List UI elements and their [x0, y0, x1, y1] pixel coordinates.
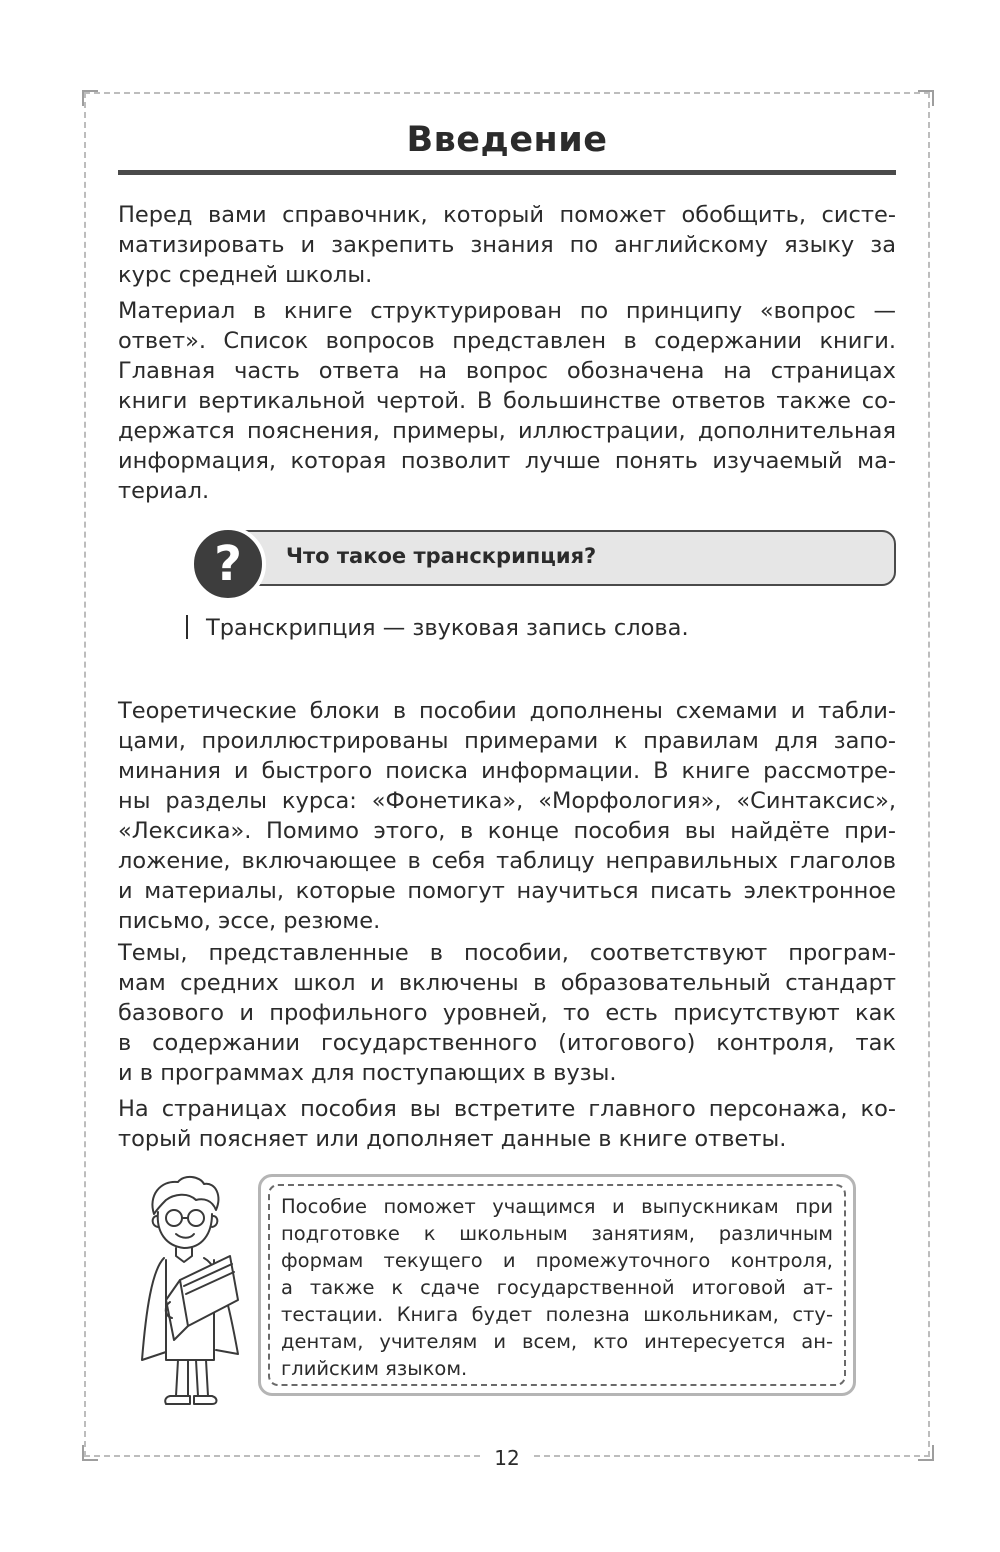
text-line: курс средней школы. [118, 262, 373, 288]
note-text [281, 1193, 833, 1382]
frame-corner [82, 90, 98, 106]
text-line: держатся пояснения, примеры, иллюстрации, дополнительная [118, 418, 896, 444]
text-line: минания и быстрого поиска информации. В книге рассмотре- [118, 758, 896, 784]
question-text: Что такое транскрипция? [286, 544, 597, 568]
answer-text: Транскрипция — звуковая запись слова. [206, 615, 689, 641]
text-line: матизировать и закрепить знания по английскому языку за [118, 232, 896, 258]
title-underline [118, 170, 896, 175]
text-line: териал. [118, 478, 210, 504]
text-line: «Лексика». Помимо этого, в конце пособия вы найдёте при- [118, 818, 896, 844]
answer-block [186, 615, 689, 641]
intro-paragraph-2 [118, 296, 896, 506]
text-line: Темы, представленные в пособии, соответствуют програм- [118, 940, 896, 966]
note-line: а также к сдаче государственной итоговой ат- [281, 1276, 833, 1299]
text-line: На страницах пособия вы встретите главного персонажа, ко- [118, 1096, 896, 1122]
body-paragraph-4 [118, 938, 896, 1088]
text-line: ложение, включающее в себя таблицу неправильных глаголов [118, 848, 896, 874]
text-line: Главная часть ответа на вопрос обозначена на страницах [118, 358, 896, 384]
text-line: письмо, эссе, резюме. [118, 908, 381, 934]
page-title: Введение [406, 120, 608, 160]
body-paragraph-5 [118, 1094, 896, 1154]
note-line: подготовке к школьным занятиям, различным [281, 1222, 833, 1245]
text-line: информация, которая позволит лучше понять изучаемый ма- [118, 448, 896, 474]
text-line: и материалы, которые помогут научиться писать электронное [118, 878, 896, 904]
text-line: ответ». Список вопросов представлен в содержании книги. [118, 328, 896, 354]
text-line: и в программах для поступающих в вузы. [118, 1060, 617, 1086]
question-mark-icon: ? [190, 526, 266, 602]
text-line: мам средних школ и включены в образовательный стандарт [118, 970, 896, 996]
note-line: глийским языком. [281, 1357, 468, 1380]
text-line: Материал в книге структурирован по принципу «вопрос — [118, 298, 896, 324]
text-line: ны разделы курса: «Фонетика», «Морфология», «Синтаксис», [118, 788, 896, 814]
note-line: формам текущего и промежуточного контроля, [281, 1249, 833, 1272]
note-line: дентам, учителям и всем, кто интересуется ан- [281, 1330, 833, 1353]
body-paragraph-3 [118, 696, 896, 936]
text-line: книги вертикальной чертой. В большинстве ответов также со- [118, 388, 896, 414]
intro-paragraph-1 [118, 200, 896, 290]
text-line: цами, проиллюстрированы примерами к правилам для запо- [118, 728, 896, 754]
page-number [0, 1446, 1000, 1470]
note-line: тестации. Книга будет полезна школьникам, сту- [281, 1303, 833, 1326]
text-line: Теоретические блоки в пособии дополнены схемами и табли- [118, 698, 896, 724]
frame-corner [918, 90, 934, 106]
answer-vertical-bar [186, 615, 188, 639]
text-line: в содержании государственного (итогового) контроля, так [118, 1030, 896, 1056]
text-line: базового и профильного уровней, то есть присутствуют как [118, 1000, 896, 1026]
note-line: Пособие поможет учащимся и выпускникам при [281, 1195, 833, 1218]
page-number-text: 12 [482, 1446, 531, 1470]
text-line: Перед вами справочник, который поможет обобщить, систе- [118, 202, 896, 228]
student-character-illustration [126, 1170, 256, 1410]
text-line: торый поясняет или дополняет данные в книге ответы. [118, 1126, 787, 1152]
